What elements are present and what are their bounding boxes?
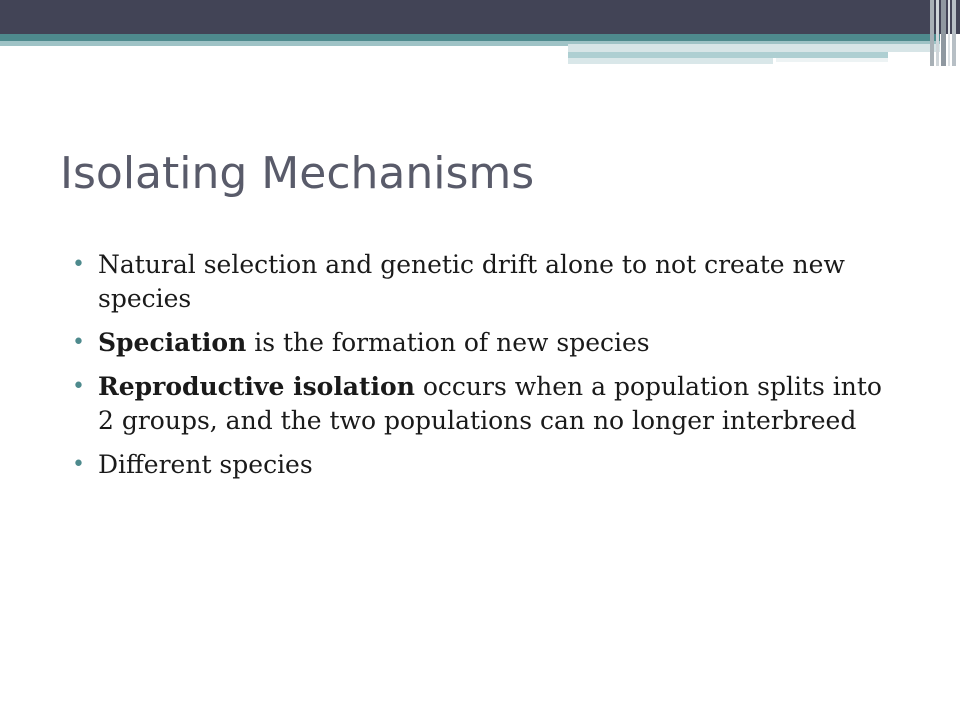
bullet-text: occurs when a population splits into 2 groups, and the two populations can no longer interbreed: [98, 372, 882, 435]
bullet-text: Different species: [98, 450, 313, 479]
bullet-bold-text: Reproductive isolation: [98, 372, 415, 401]
header-teal-stripe: [0, 34, 940, 41]
header-pale-stripe: [568, 44, 940, 52]
vertical-line-decoration: [936, 0, 939, 66]
bullet-text: Natural selection and genetic drift alone to not create new species: [98, 250, 845, 313]
bullet-bold-text: Speciation: [98, 328, 247, 357]
bullet-icon: •: [72, 330, 85, 355]
slide-title: Isolating Mechanisms: [60, 148, 535, 199]
vertical-line-decoration: [952, 0, 956, 66]
bullet-icon: •: [72, 252, 85, 277]
bullet-list: [72, 248, 892, 492]
header-faint-stripe: [568, 58, 773, 64]
bullet-item: [72, 326, 892, 360]
vertical-line-decoration: [948, 0, 950, 66]
vertical-line-decoration: [930, 0, 934, 66]
bullet-text: is the formation of new species: [246, 328, 650, 357]
vertical-line-decoration: [941, 0, 946, 66]
bullet-item: [72, 370, 892, 438]
bullet-icon: •: [72, 374, 85, 399]
bullet-item: [72, 448, 892, 482]
bullet-icon: •: [72, 452, 85, 477]
header-faint-stripe-short: [776, 58, 888, 62]
header-dark-bar: [0, 0, 960, 34]
bullet-item: [72, 248, 892, 316]
